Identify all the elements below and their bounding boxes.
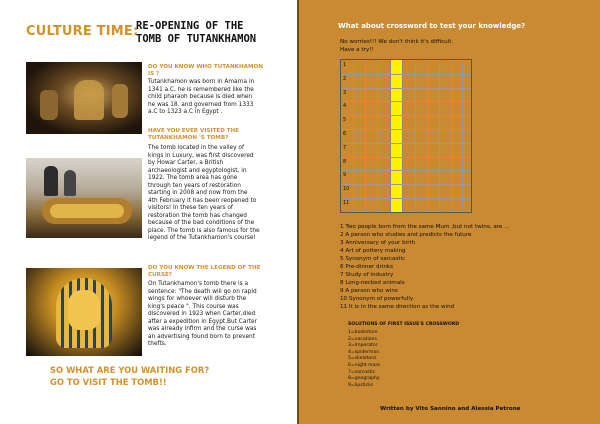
solution-item: 8=geography	[348, 376, 380, 382]
question-visited: HAVE YOU EVER VISITED THE TUTANKHAMON 'S TOMB?	[148, 128, 240, 141]
solutions-list	[348, 330, 380, 389]
clue-item: 5 Synonym of sarcastic	[340, 256, 406, 262]
answer-visited: The tomb located in the valley of kings in Luxury, was first discovered by Howar Carter, a British archaeologist and egyptologist, in 1922. The tomb area has gone through ten years of restoration starting in 2008 and now from the 4th February it has been reopened to visitors! In these ten years of restoration the tomb has changed because of the bad conditions of the place. The tomb is also famous for the legend of the Tutankhamon's course!	[148, 145, 260, 241]
tomb-artifacts-photo	[26, 62, 142, 134]
solution-item: 3=Imperator	[348, 343, 378, 349]
row-number: 8	[343, 159, 347, 165]
row-number: 9	[343, 172, 347, 178]
solutions-title: SOLUTIONS OF FIRST ISSUE'S CROSSWORD	[348, 322, 460, 327]
row-number: 10	[343, 186, 350, 192]
solution-item: 6=night mare	[348, 362, 380, 368]
clue-item: 10 Synonym of powerfully	[340, 296, 414, 302]
crossword-solution-column	[390, 60, 403, 212]
grid-line	[415, 60, 416, 212]
solution-item: 2=vacations	[348, 336, 377, 342]
grid-line	[377, 60, 378, 212]
solution-item: 5=skeletons	[348, 356, 377, 362]
call-to-action: SO WHAT ARE YOU WAITING FOR? GO TO VISIT THE TOMB!!	[50, 365, 210, 387]
row-number: 11	[343, 200, 350, 206]
crossword-intro: No worries!!! We don't think it's difficult. Have a try!!	[340, 39, 454, 53]
answer-who: Tutankhamon was born in Amarna in 1341 a.C. he is remembered like the child pharaoh because is died when he was 18. and governed from 1333 a.C to 1323 a.C in Egypt .	[148, 79, 255, 115]
row-number: 2	[343, 76, 347, 82]
question-who: DO YOU KNOW WHO TUTANKHAMON IS ?	[148, 64, 263, 77]
row-number: 7	[343, 145, 347, 151]
grid-line	[462, 60, 463, 212]
solution-item: 9=lipsticks	[348, 382, 374, 388]
crossword-clues	[340, 223, 570, 311]
sarcophagus-photo	[26, 158, 142, 238]
crossword-title: What about crossword to test your knowledge?	[338, 22, 526, 30]
solution-item: 7=sarcastic	[348, 369, 376, 375]
golden-mask-photo	[26, 268, 142, 356]
clue-item: 9 A person who wins	[340, 288, 398, 294]
author-credits: Written by Vito Sannino and Alessia Petrone	[380, 406, 521, 412]
crossword-grid[interactable]	[340, 59, 472, 213]
answer-curse: On Tutankhamon's tomb there is a sentence: "The death will go on rapid wings for whoever will disturb the king's peace ". This course was discovered in 1923 when Carter,died after a expedition in Egypt.But Carter was already infirm and the curse was an advertising found born to prevent thefts.	[148, 281, 257, 347]
grid-line	[427, 60, 428, 212]
clue-item: 8 Long-necked animals	[340, 280, 405, 286]
row-number: 3	[343, 90, 347, 96]
article-headline: RE-OPENING OF THE TOMB OF TUTANKHAMON	[136, 20, 257, 45]
solution-item: 4=spiderman	[348, 349, 380, 355]
grid-line	[451, 60, 452, 212]
clue-item: 3 Anniversary of your birth	[340, 240, 416, 246]
row-number: 4	[343, 103, 347, 109]
clue-item: 11 It is in the same direction as the wind	[340, 304, 455, 310]
row-number: 1	[343, 62, 347, 68]
clue-item: 2 A person who studies and predicts the future	[340, 232, 472, 238]
clue-item: 7 Study of industry	[340, 272, 394, 278]
clue-item: 6 Pre-dinner drinks	[340, 264, 394, 270]
page-divider	[297, 0, 299, 424]
solution-item: 1=bookstore	[348, 330, 378, 335]
row-number: 6	[343, 131, 347, 137]
section-label: CULTURE TIME:	[26, 24, 139, 39]
clue-item: 1 Two people born from the same Mum ,but not twins, are ...	[340, 224, 510, 230]
grid-line	[353, 60, 354, 212]
question-curse: DO YOU KNOW THE LEGEND OF THE CURSE?	[148, 265, 261, 278]
grid-line	[365, 60, 366, 212]
grid-line	[439, 60, 440, 212]
clue-item: 4 Art of pottery making	[340, 248, 406, 254]
row-number: 5	[343, 117, 347, 123]
